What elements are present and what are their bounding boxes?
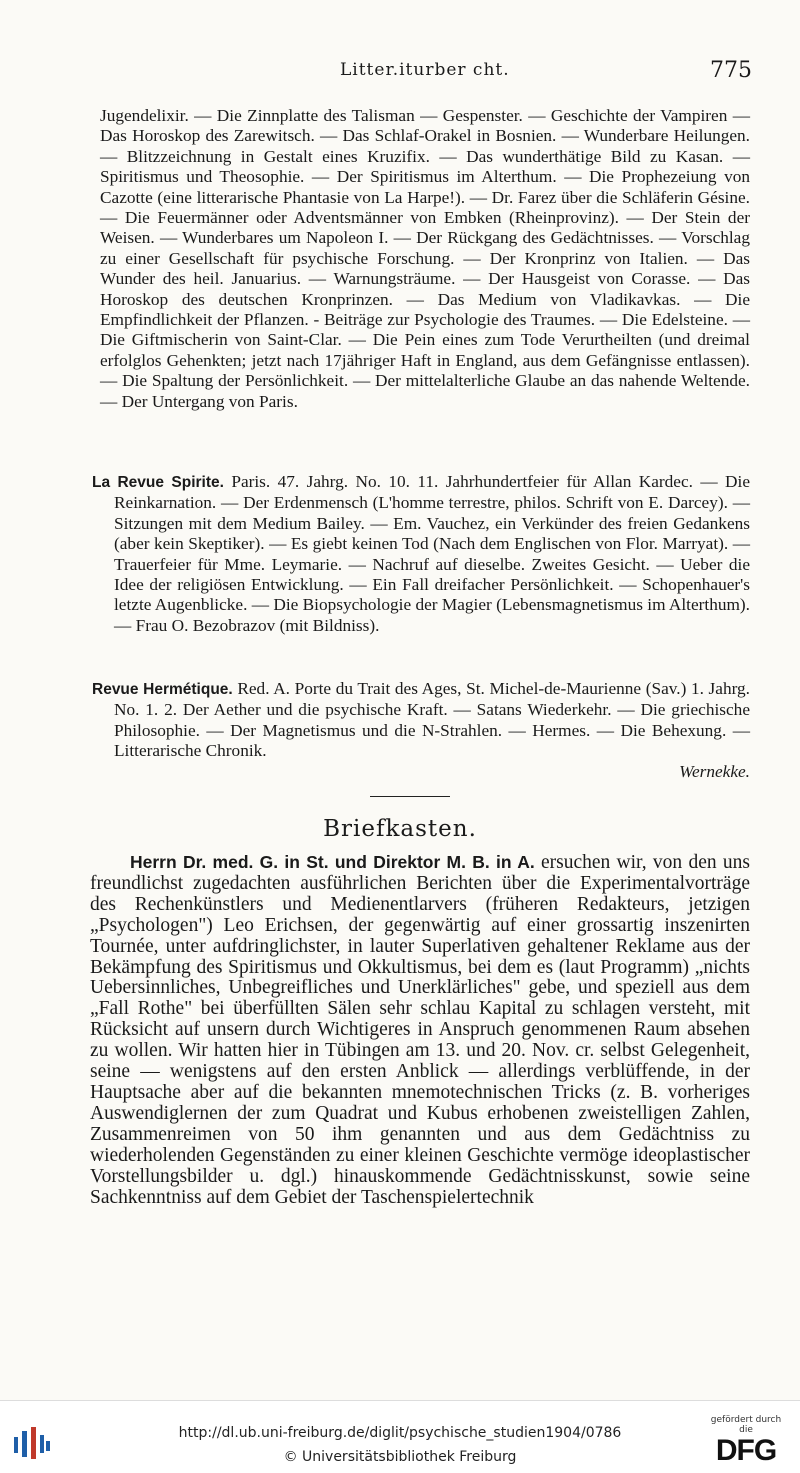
sponsor-badge xyxy=(704,1415,788,1467)
source-url[interactable]: http://dl.ub.uni-freiburg.de/diglit/psychische_studien1904/0786 xyxy=(178,1425,622,1441)
literature-continuation xyxy=(100,106,750,412)
journal-entry-text: Paris. 47. Jahrg. No. 10. 11. Jahrhundertfeier für Allan Kardec. — Die Reinkarnation. — Der Erdenmensch (L'homme terrestre, philos. Schrift von E. Darcey). — Sitzungen mit dem Medium Bailey. — Em. Vauchez, ein Verkünder des freien Gedankens (aber kein Skeptiker). — Es giebt keinen Tod (Nach dem Englischen von Flor. Marryat). — Trauerfeier für Mme. Leymarie. — Nachruf auf dieselbe. Zweites Gesicht. — Ueber die Idee der religiösen Entwicklung. — Ein Fall dreifacher Persönlichkeit. — Schopenhauer's letzte Augenblicke. — Die Biopsychologie der Magier (Lebensmagnetismus im Alterthum). — Frau O. Bezobrazov (mit Bildniss). xyxy=(114,472,750,635)
section-divider xyxy=(370,796,450,797)
sponsor-label: gefördert durch die xyxy=(710,1415,782,1435)
journal-entry-revue-spirite xyxy=(92,472,750,636)
briefkasten-text xyxy=(90,852,750,1208)
briefkasten-body: ersuchen wir, von den uns freundlichst zugedachten ausführlichen Berichten über die Experimentalvorträge des Rechenkünstlers und Medienentlarvers (früheren Redakteurs, jetzigen „Psychologen") Leo Erichsen, der gegenwärtig auf einer grossartig inszenirten Tournée, unter aufdringlichster, in lauter Superlativen gehaltener Reklame aus der Bekämpfung des Spiritismus und Okkultismus, bei dem es (laut Programm) „nichts Uebersinnliches, Unbegreifliches und Unerklärliches" gebe, und speziell aus dem „Fall Rothe" bei überfüllten Sälen sehr schlau Kapital zu schlagen versteht, mit Rücksicht auf unsern durch Wichtigeres in Anspruch genommenen Raum absehen zu wollen. Wir hatten hier in Tübingen am 13. und 20. Nov. cr. selbst Gelegenheit, seine — wenigstens auf den ersten Anblick — allerdings verblüffende, in der Hauptsache aber auf die bekannten mnemotechnischen Tricks (z. B. vorheriges Auswendiglernen der zum Quadrat und Kubus erhobenen zweistelligen Zahlen, Zusammenreimen von 50 ihm genannten und aus dem Gedächtniss zu wiederholenden Gegenständen zu einer kleinen Geschichte vermöge ideoplastischer Vorstellungsbilder u. dgl.) hinauskommende Gedächtnisskunst, sowie seine Sachkenntniss auf dem Gebiet der Taschenspielertechnik xyxy=(90,852,750,1208)
addressee: Herrn Dr. med. G. in St. und Direktor M. B. in A. xyxy=(130,852,535,872)
journal-name: La Revue Spirite. xyxy=(92,474,224,491)
page-number: 775 xyxy=(710,58,752,83)
journal-entry-revue-hermetique xyxy=(92,679,750,782)
signature: Wernekke. xyxy=(679,761,750,781)
journal-name: Revue Hermétique. xyxy=(92,681,233,698)
copyright-notice: © Universitätsbibliothek Freiburg xyxy=(283,1449,517,1465)
viewer-footer xyxy=(0,1400,800,1473)
running-title: Litter.iturber cht. xyxy=(340,60,510,80)
continuation-text: Jugendelixir. — Die Zinnplatte des Talisman — Gespenster. — Geschichte der Vampiren — Das Horoskop des Zarewitsch. — Das Schlaf-Orakel in Bosnien. — Wunderbare Heilungen. — Blitzzeichnung in Gestalt eines Kruzifix. — Das wunderthätige Bild zu Kasan. — Spiritismus und Theosophie. — Der Spiritismus im Alterthum. — Die Prophezeiung von Cazotte (eine litterarische Phantasie von La Harpe!). — Dr. Farez über die Schläferin Gésine. — Die Feuermänner oder Adventsmänner von Embken (Rheinprovinz). — Der Stein der Weisen. — Wunderbares um Napoleon I. — Der Rückgang des Gedächtnisses. — Vorschlag zu einer Gesellschaft für psychische Forschung. — Der Kronprinz von Italien. — Das Wunder des heil. Januarius. — Warnungsträume. — Der Hausgeist von Corasse. — Das Horoskop des deutschen Kronprinzen. — Das Medium von Vladikavkas. — Die Empfindlichkeit der Pflanzen. - Beiträge zur Psychologie des Traumes. — Die Edelsteine. — Die Giftmischerin von Saint-Clar. — Die Pein eines zum Tode Verurtheilten (und dreimal erfolglos Gehenkten; jetzt nach 17jähriger Haft in England, aus dem Gefängnisse entlassen). — Die Spaltung der Persönlichkeit. — Der mittelalterliche Glaube an das nahende Weltende. — Der Untergang von Paris. xyxy=(100,106,750,411)
page-header xyxy=(0,60,800,88)
journal-entry-text: Red. A. Porte du Trait des Ages, St. Michel-de-Maurienne (Sav.) 1. Jahrg. No. 1. 2. Der Aether und die psychische Kraft. — Satans Wiederkehr. — Die griechische Philosophie. — Der Magnetismus und die N-Strahlen. — Hermes. — Die Behexung. — Litterarische Chronik. xyxy=(114,679,750,761)
section-title: Briefkasten. xyxy=(323,816,477,842)
dfg-logo: DFG xyxy=(715,1434,777,1467)
